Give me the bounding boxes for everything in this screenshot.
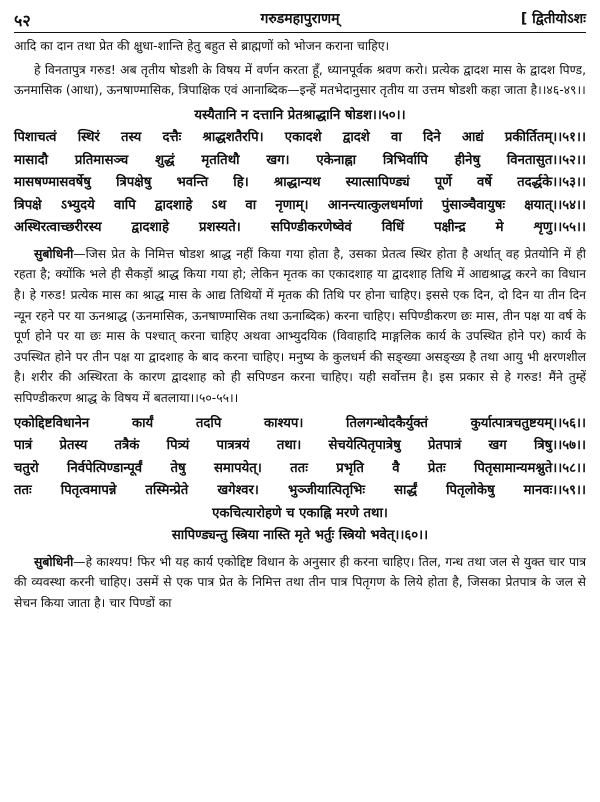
- chapter-label: [ द्वितीयोऽशः: [520, 11, 586, 27]
- commentary-1-label: सुबोधिनी: [34, 246, 74, 261]
- commentary-1: [14, 244, 586, 409]
- verse-54: त्रिपक्षे ऽभ्युदये वापि द्वादशाहे ऽथ वा नृणाम्। आनन्त्यात्कुलधर्माणां पुंसाञ्चैवायुषः क्षयात्।।५४।।: [14, 197, 586, 213]
- verse-60b: सापिण्ड्यन्तु स्त्रिया नास्ति मृते भर्तुः स्त्रियो भवेत्।।६०।।: [171, 528, 429, 544]
- verse-58: चतुरो निर्वपेत्पिण्डान्पूर्वं तेषु समापयेत्। ततः प्रभृति वै प्रेतः पितृसामान्यमश्नुते।।५८।।: [14, 460, 586, 476]
- top-paragraph-line: आदि का दान तथा प्रेत की क्षुधा-शान्ति हेतु बहुत से ब्राह्मणों को भोजन कराना चाहिए।: [14, 39, 390, 53]
- verse-55: अस्थिरत्वाच्छरीरस्य द्वादशाहे प्रशस्यते। सपिण्डीकरणेष्वेवं विधिं पक्षीन्द्र मे शृणु।।५५।।: [14, 220, 586, 236]
- verse-57: पात्रं प्रेतस्य तत्रैकं पित्र्यं पात्रत्रयं तथा। सेचयेत्पितृपात्रेषु प्रेतपात्रं खग त्रिषु।।५७।।: [14, 438, 586, 454]
- verses-block-2: [14, 413, 586, 503]
- commentary-1-text: —जिस प्रेत के निमित्त षोडश श्राद्ध नहीं किया गया होता है, उसका प्रेतत्व स्थिर होता है अर्थात् वह प्रेतयोनि में ही रहता है; क्योंकि भले ही सैकड़ों श्राद्ध किया गया हो; लेकिन मृतक का एकादशाह या द्वादशाह तिथि में आद्यश्राद्ध करने का विधान है। हे गरुड! प्रत्येक मास का श्राद्ध मास के आद्य तिथियों में मृतक की तिथि पर होना चाहिए। इससे एक दिन, दो दिन या तीन दिन न्यून रहने पर या ऊनश्राद्ध (ऊनमासिक, ऊनषाण्मासिक तथा ऊनाब्दिक) करना चाहिए। सपिण्डीकरण छः मास, तीन पक्ष या वर्ष के पूर्ण होने पर या छः मास के पश्चात् करना चाहिए अथवा आभ्युदयिक (विवाहादि माङ्गलिक कार्य के उपस्थित होने पर) कार्य के उपस्थित होने पर तीन पक्ष या द्वादशाह के बाद करना चाहिए। मनुष्य के कुलधर्म की सङ्ख्या असङ्ख्य है तथा आयु भी क्षरणशील है। शरीर की अस्थिरता के कारण द्वादशाह को ही सपिण्डन करना चाहिए। यही सर्वोत्तम है। इस प्रकार से हे गरुड! मैंने तुम्हें सपिण्डीकरण श्राद्ध के विषय में बतलाया।।५०-५५।।: [14, 246, 586, 405]
- verses-block-1: [14, 105, 586, 240]
- verse-52: मासादौ प्रतिमासञ्च शुद्धं मृततिथौ खग। एकेनाह्ना त्रिभिर्वापि हीनेषु विनतासुत।।५२।।: [14, 152, 586, 168]
- commentary-2-label: सुबोधिनी: [34, 554, 74, 569]
- verses-block-3: [14, 503, 586, 548]
- verse-56: एकोद्दिष्टविधानेन कार्यं तदपि काश्यप। तिलगन्धोदकैर्युक्तं कुर्यात्पात्रचतुष्टयम्।।५६।।: [14, 415, 586, 431]
- top-paragraph: [14, 36, 586, 57]
- verse-60a: एकचित्यारोहणे च एकाह्नि मरणे तथा।: [212, 505, 388, 521]
- verse-50: यस्यैतानि न दत्तानि प्रेतश्राद्धानि षोडश।।५०।।: [194, 107, 406, 123]
- verse-53: मासषण्मासवर्षेषु त्रिपक्षेषु भवन्ति हि। श्राद्धान्यथ स्यात्सापिण्ड्यं पूर्णे वर्षे तदर्द्धके।।५३।।: [14, 175, 586, 191]
- page-header: [14, 6, 586, 33]
- second-paragraph: हे विनतापुत्र गरुड! अब तृतीय षोडशी के विषय में वर्णन करता हूँ, ध्यानपूर्वक श्रवण करो। प्रत्येक द्वादश मास के द्वादश पिण्ड, ऊनमासिक (आधा), ऊनषाण्मासिक, त्रिपाक्षिक एवं आनाब्दिक—इन्हें मतभेदानुसार तृतीय या उत्तम षोडशी कहा जाता है।।४६-४९।।: [14, 62, 586, 98]
- book-title: गरुडमहापुराणम्: [260, 11, 340, 27]
- page-number: ५२: [14, 11, 31, 30]
- verse-59: ततः पितृत्वमापन्ने तस्मिन्प्रेते खगेश्वर। भुञ्जीयात्पितृभिः सार्द्धं पितृलोकेषु मानवः।।५९।।: [14, 483, 586, 499]
- commentary-2-text: —हे काश्यप! फिर भी यह कार्य एकोद्दिष्ट विधान के अनुसार ही करना चाहिए। तिल, गन्ध तथा जल से युक्त चार पात्र की व्यवस्था करनी चाहिए। उसमें से एक पात्र प्रेत के निमित्त तथा तीन पात्र पितृगण के लिये होता है, जिसका प्रेतपात्र के जल से सेचन किया जाता है। चार पिण्डों का: [14, 554, 586, 610]
- verse-51: पिशाचत्वं स्थिरं तस्य दत्तैः श्राद्धशतैरपि। एकादशे द्वादशे वा दिने आद्यं प्रकीर्तितम्।।५१।।: [14, 130, 586, 146]
- commentary-2: [14, 552, 586, 614]
